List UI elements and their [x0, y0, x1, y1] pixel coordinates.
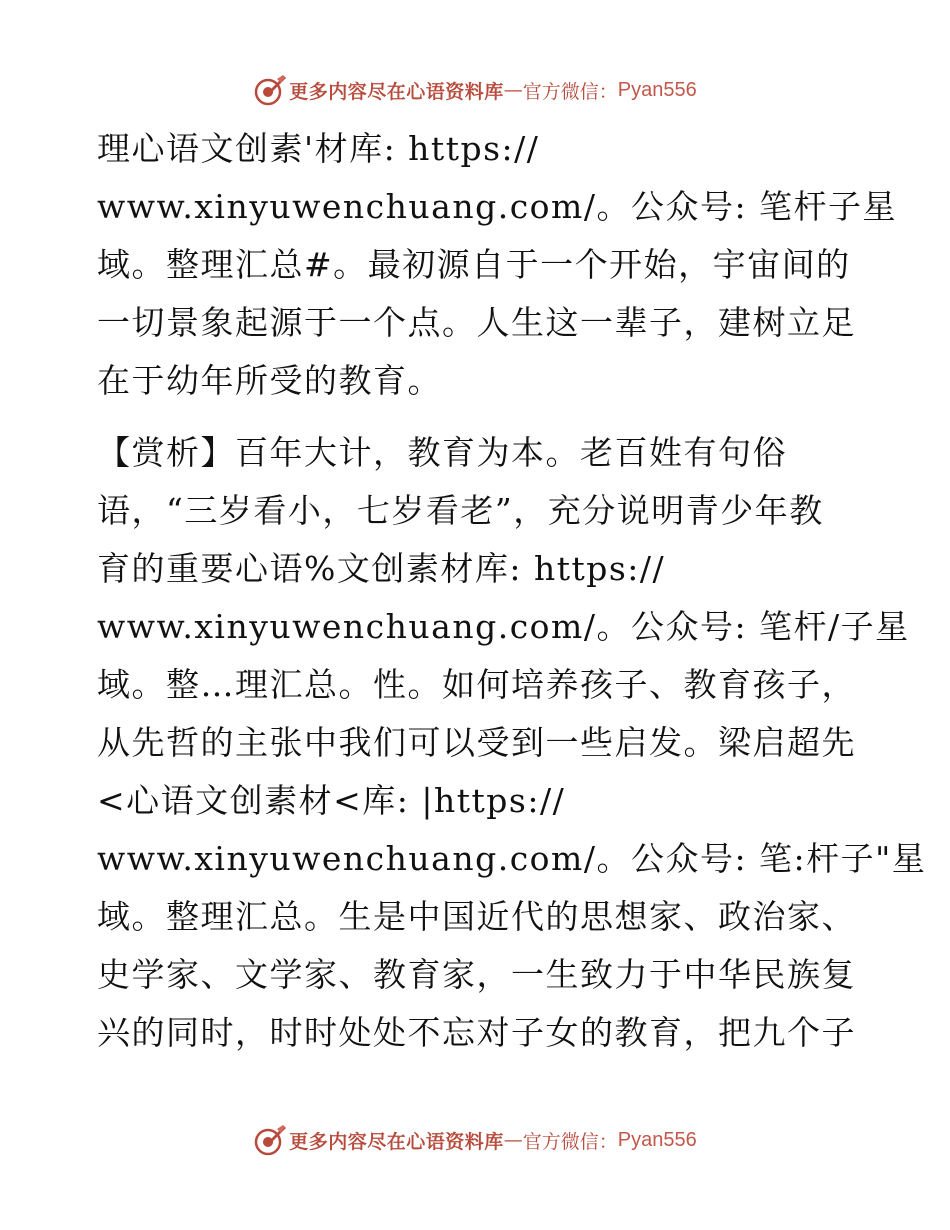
text-line: 育的重要心语%文创素材库: https:// — [97, 549, 666, 588]
text-line: www.xinyuwenchuang.com/。公众号: 笔:杆子"星 — [97, 839, 927, 878]
text-line: 一切景象起源于一个点。人生这一辈子，建树立足 — [97, 303, 856, 342]
text-line: 域。整理汇总。生是中国近代的思想家、政治家、 — [97, 897, 856, 936]
text-line: 语，“三岁看小，七岁看老”，充分说明青少年教 — [97, 491, 824, 530]
banner-separator: — — [503, 1129, 523, 1151]
text-line: 在于幼年所受的教育。 — [97, 361, 442, 400]
header-banner — [0, 70, 950, 110]
banner-main-text: 更多内容尽在心语资料库 — [289, 1130, 504, 1153]
text-line: <心语文创素材<库: |https:// — [97, 781, 566, 820]
text-line: www.xinyuwenchuang.com/。公众号: 笔杆子星 — [97, 187, 898, 226]
banner-wechat-id: Pyan556 — [617, 78, 697, 101]
quill-logo-icon — [253, 1123, 287, 1157]
banner-separator: — — [503, 79, 523, 101]
text-line: 理心语文创素'材库: https:// — [97, 129, 540, 168]
text-line: 史学家、文学家、教育家，一生致力于中华民族复 — [97, 955, 856, 994]
text-line: 从先哲的主张中我们可以受到一些启发。梁启超先 — [97, 723, 856, 762]
banner-wechat-label: 官方微信： — [522, 1130, 618, 1153]
banner-main-text: 更多内容尽在心语资料库 — [289, 80, 504, 103]
text-line: www.xinyuwenchuang.com/。公众号: 笔杆/子星 — [97, 607, 910, 646]
text-line: 域。整…理汇总。性。如何培养孩子、教育孩子， — [97, 665, 856, 704]
paragraph-gap — [97, 410, 857, 424]
document-body — [97, 120, 927, 1062]
text-line: 【赏析】百年大计，教育为本。老百姓有句俗 — [97, 433, 787, 472]
text-line: 兴的同时，时时处处不忘对子女的教育，把九个子 — [97, 1013, 856, 1052]
paragraph-1 — [97, 120, 898, 410]
text-line: 域。整理汇总#。最初源自于一个开始，宇宙间的 — [97, 245, 851, 284]
quill-logo-icon — [253, 73, 287, 107]
banner-wechat-label: 官方微信： — [522, 80, 618, 103]
footer-banner — [0, 1120, 950, 1160]
paragraph-2 — [97, 424, 927, 1062]
banner-wechat-id: Pyan556 — [617, 1128, 697, 1151]
